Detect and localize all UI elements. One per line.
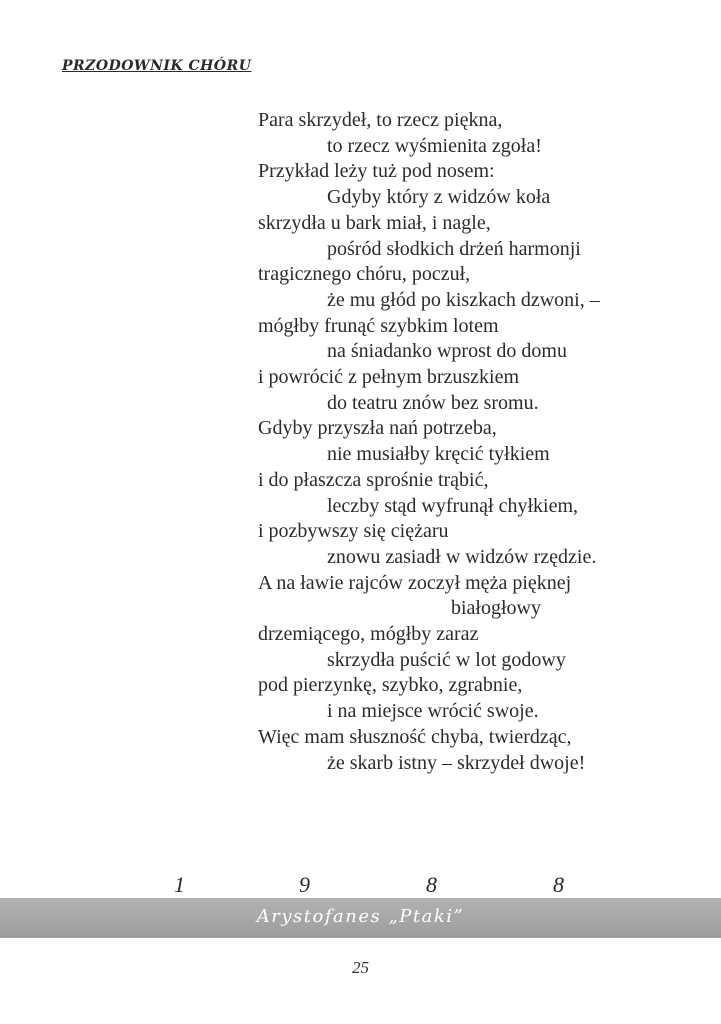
speaker-heading: PRZODOWNIK CHÓRU [62,58,252,74]
banner-title: Arystofanes „Ptaki” [256,906,465,927]
title-banner [0,898,721,938]
poem-line: leczby stąd wyfrunął chyłkiem, [327,494,579,517]
poem-line: Więc mam słuszność chyba, twierdząc, [258,725,572,748]
poem-line: że skarb istny – skrzydeł dwoje! [327,751,586,774]
poem-line: mógłby frunąć szybkim lotem [258,314,499,337]
poem-line: tragicznego chóru, poczuł, [258,263,471,286]
poem-line: i pozbywszy się ciężaru [258,520,449,543]
poem-line: znowu zasiadł w widzów rzędzie. [327,545,597,568]
year-digits [0,872,721,896]
page-number: 25 [352,958,369,977]
poem-line: i powrócić z pełnym brzuszkiem [258,366,520,389]
year-digit: 8 [553,872,564,897]
poem-line: pod pierzynkę, szybko, zgrabnie, [258,674,523,697]
poem-line: że mu głód po kiszkach dzwoni, – [327,288,600,311]
poem-line: skrzydła u bark miał, i nagle, [258,211,491,234]
poem-line: białogłowy [451,597,541,620]
poem-line: A na ławie rajców zoczył męża pięknej [258,571,572,594]
poem-line: i do płaszcza sprośnie trąbić, [258,468,489,491]
poem-line: drzemiącego, mógłby zaraz [258,623,479,646]
poem-line: to rzecz wyśmienita zgoła! [327,134,542,157]
poem-line: skrzydła puścić w lot godowy [327,648,566,671]
year-digit: 1 [174,872,185,897]
poem-line: Para skrzydeł, to rzecz piękna, [258,109,503,131]
poem-line: Przykład leży tuż pod nosem: [258,160,495,183]
poem-line: nie musiałby kręcić tyłkiem [327,443,550,466]
year-digit: 8 [426,872,437,897]
year-digit: 9 [299,872,310,897]
poem-line: pośród słodkich drżeń harmonji [327,237,581,260]
poem-line: i na miejsce wrócić swoje. [327,700,539,723]
poem-line: do teatru znów bez sromu. [327,391,539,414]
poem-line: Gdyby przyszła nań potrzeba, [258,417,497,440]
poem-line: na śniadanko wprost do domu [327,340,567,363]
poem [258,108,600,776]
poem-line: Gdyby który z widzów koła [327,186,551,209]
